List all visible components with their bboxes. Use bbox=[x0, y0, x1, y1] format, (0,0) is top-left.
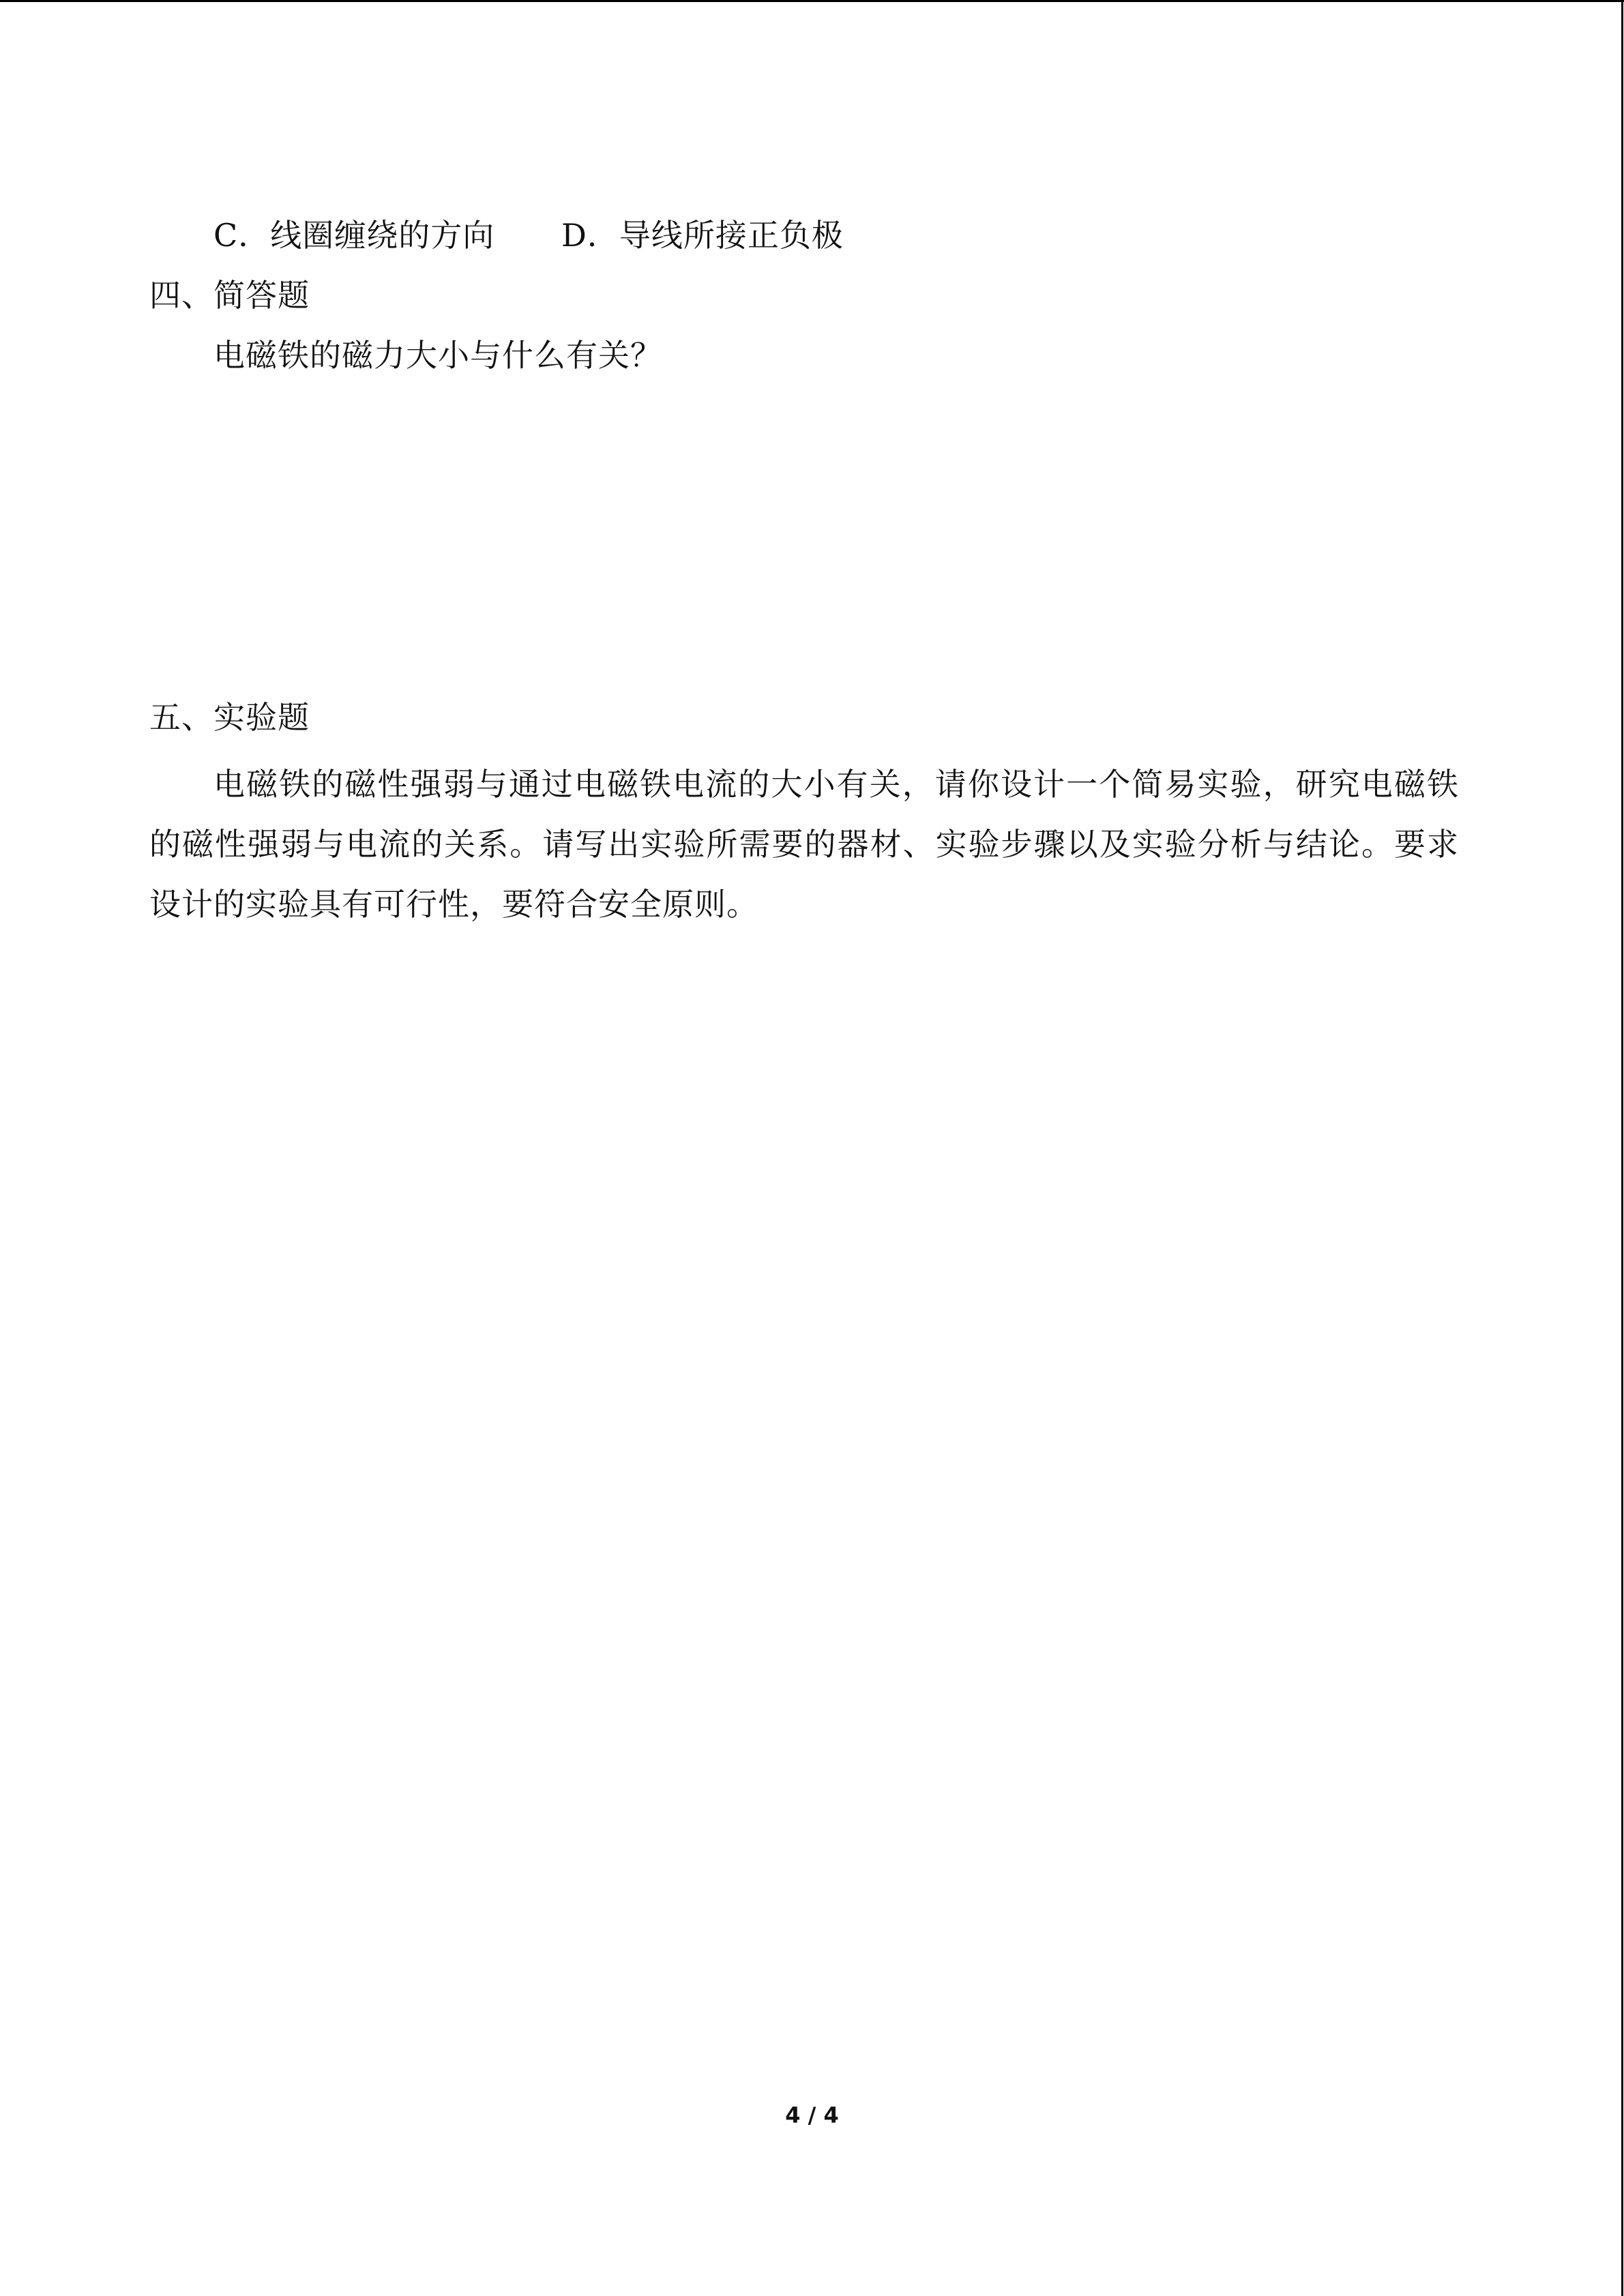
short-answer-question: 电磁铁的磁力大小与什么有关？ bbox=[213, 337, 662, 374]
section-heading-short-answer: 四、简答题 bbox=[149, 277, 310, 314]
page-right-border bbox=[1621, 0, 1623, 2296]
page-number: 4 / 4 bbox=[785, 2102, 839, 2128]
option-d: D．导线所接正负极 bbox=[561, 217, 844, 254]
experiment-question-paragraph: 电磁铁的磁性强弱与通过电磁铁电流的大小有关，请你设计一个简易实验，研究电磁铁的磁性强弱与电流的关系。请写出实验所需要的器材、实验步骤以及实验分析与结论。要求设计的实验具有可行性，要符合安全原则。 bbox=[149, 766, 1459, 923]
option-c: C．线圈缠绕的方向 bbox=[213, 217, 495, 254]
page-top-border bbox=[0, 0, 1624, 2]
section-heading-experiment: 五、实验题 bbox=[149, 699, 310, 736]
